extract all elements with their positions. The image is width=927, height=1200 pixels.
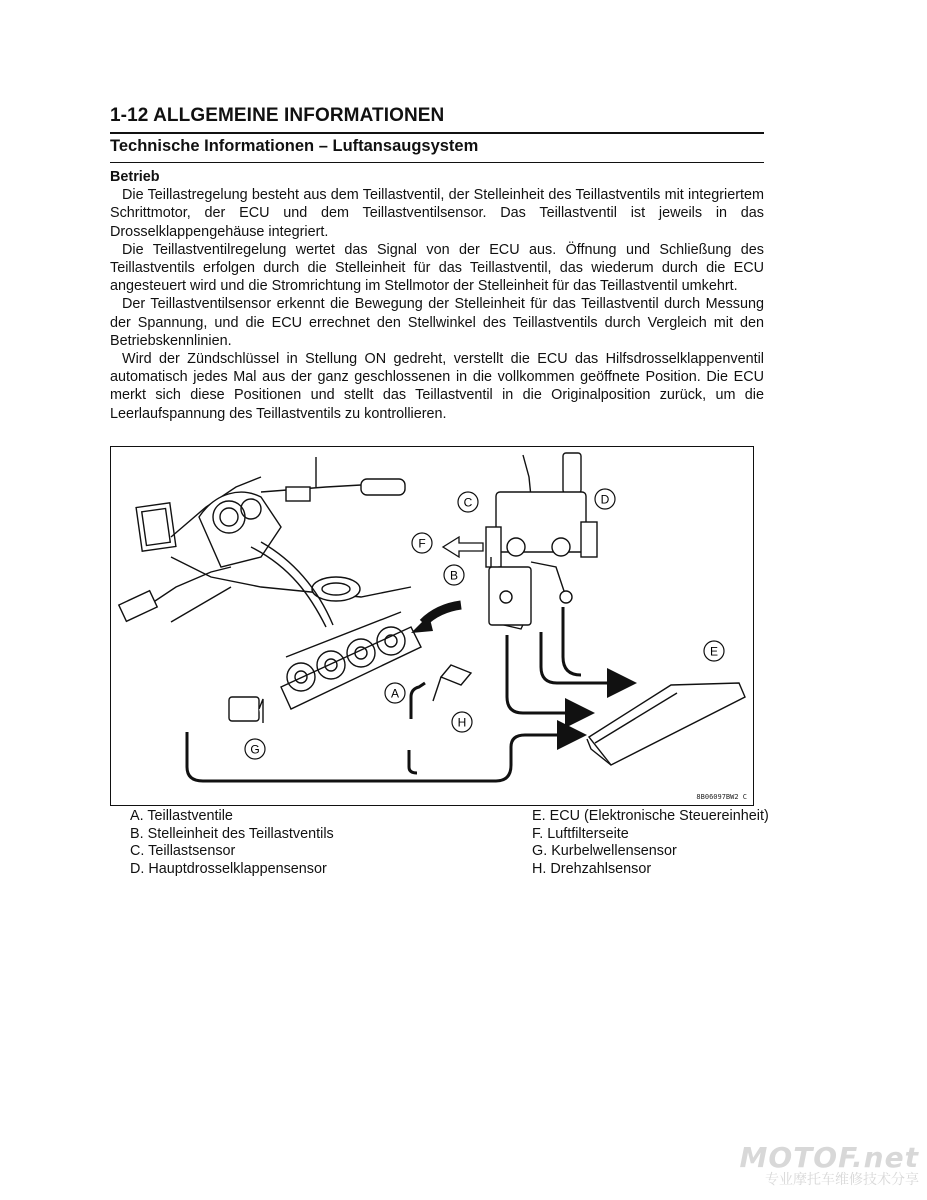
svg-text:D: D — [600, 492, 610, 507]
paragraph: Wird der Zündschlüssel in Stellung ON gedreht, verstellt die ECU das Hilfsdrosselklappenventil automatisch jedes Mal aus der ganz geschlossenen in die vollkommen geöffnete Position. Die ECU merkt sich diese Positionen und stellt das Teillastventil in die Originalposition zurück, um die Leerlaufspannung des Teillastventils zu kontrollieren. — [110, 351, 764, 422]
legend-item: B. Stelleinheit des Teillastventils — [130, 825, 334, 842]
speed-sensor-illustration — [433, 665, 471, 701]
legend-right — [532, 808, 769, 878]
svg-text:E: E — [709, 644, 719, 659]
air-flow-arrow — [443, 537, 483, 557]
paragraph: Die Teillastventilregelung wertet das Signal von der ECU aus. Öffnung und Schließung des Teillastventils erfolgen durch die Stelleinheit für das Teillastventil, das wiederum durch die ECU angesteuert wird und die Stromrichtung im Stellmotor der Stelleinheit für das Teillastventil umkehrt. — [110, 241, 764, 295]
callout-g — [245, 739, 265, 759]
legend-item: C. Teillastsensor — [130, 843, 236, 860]
ecu-illustration — [587, 683, 745, 765]
svg-text:F: F — [418, 536, 426, 551]
title-rule — [110, 132, 764, 134]
figure-code: 8B06097BW2 C — [696, 793, 747, 801]
watermark — [739, 1141, 919, 1188]
legend-item: A. Teillastventile — [130, 808, 233, 824]
svg-text:G: G — [250, 742, 260, 757]
svg-text:B: B — [449, 568, 459, 583]
legend-left — [130, 808, 334, 878]
crankshaft-sensor-illustration — [229, 697, 263, 723]
body-text — [110, 168, 764, 423]
svg-text:H: H — [457, 715, 467, 730]
handlebar-illustration — [119, 457, 411, 627]
callout-c — [458, 492, 478, 512]
subheading: Betrieb — [110, 169, 160, 185]
subsection-title: Technische Informationen – Luftansaugsystem — [110, 137, 479, 155]
callout-b — [444, 565, 464, 585]
legend-item: D. Hauptdrosselklappensensor — [130, 860, 327, 877]
legend-item: H. Drehzahlsensor — [532, 860, 652, 877]
callout-d — [595, 489, 615, 509]
legend-item: G. Kurbelwellensensor — [532, 843, 677, 860]
callout-h — [452, 712, 472, 732]
page-header — [110, 103, 764, 163]
paragraph: Die Teillastregelung besteht aus dem Teillastventil, der Stelleinheit des Teillastventils mit integriertem Schrittmotor, der ECU und dem Teillastventilsensor. Das Teillastventil ist jeweils in das Drosselklappengehäuse integriert. — [110, 187, 764, 240]
legend-item: E. ECU (Elektronische Steuereinheit) — [532, 808, 769, 824]
legend-item: F. Luftfilterseite — [532, 825, 629, 842]
throttle-body-detail — [486, 453, 597, 629]
subtitle-rule — [110, 162, 764, 163]
paragraph: Der Teillastventilsensor erkennt die Bewegung der Stelleinheit für das Teillastventil durch Messung der Spannung, und die ECU errechnet den Stellwinkel des Teillastventils durch Vergleich mit den Betriebskennlinien. — [110, 296, 764, 349]
diagram-drawing — [111, 447, 753, 805]
svg-text:A: A — [390, 686, 400, 701]
watermark-tagline: 专业摩托车维修技术分享 — [765, 1172, 919, 1188]
svg-text:C: C — [463, 495, 473, 510]
air-intake-diagram — [110, 446, 754, 806]
callout-f — [412, 533, 432, 553]
section-title: 1-12 ALLGEMEINE INFORMATIONEN — [110, 105, 445, 126]
callout-e — [704, 641, 724, 661]
callout-a — [385, 683, 405, 703]
watermark-logo: MOTOF.net — [739, 1141, 919, 1174]
